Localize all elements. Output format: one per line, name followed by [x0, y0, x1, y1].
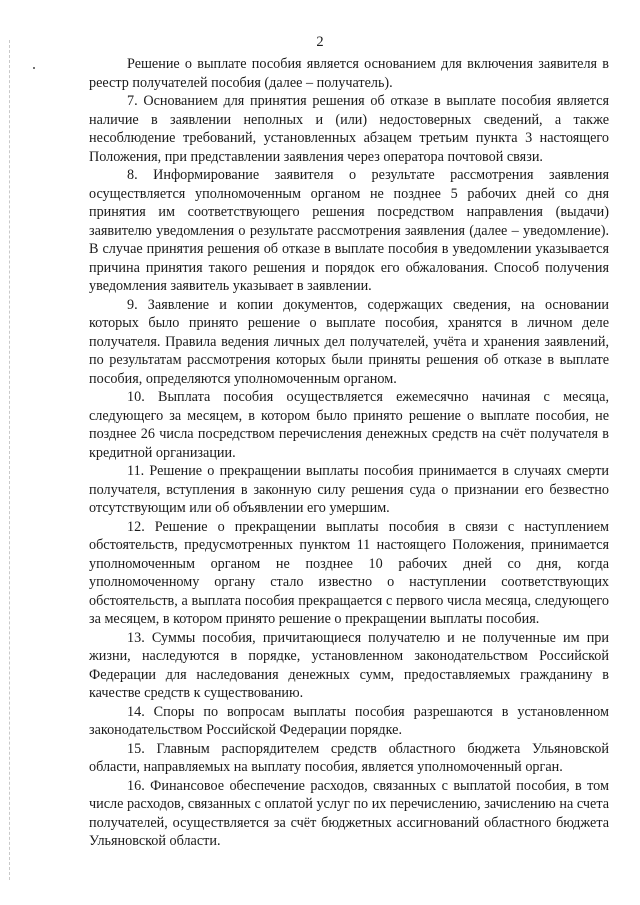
paragraph-registry-inclusion: Решение о выплате пособия является основанием для включения заявителя в реестр получателей пособия (далее – получатель).: [89, 56, 609, 91]
document-body: [89, 55, 609, 851]
paragraph-7-refusal-grounds: 7. Основанием для принятия решения об отказе в выплате пособия является наличие в заявлении неполных и (или) недостоверных сведений, а также несоблюдение требований, установленных абзацем третьим пункта 3 настоящего Положения, при представлении заявления через оператора почтовой связи.: [89, 93, 609, 165]
paragraph-16-financing: 16. Финансовое обеспечение расходов, связанных с выплатой пособия, в том числе расходов, связанных с оплатой услуг по их перечислению, зачислению на счета получателей, осуществляется за счёт бюджетных ассигнований областного бюджета Ульяновской области.: [89, 777, 609, 849]
paragraph-15-budget-manager: 15. Главным распорядителем средств областного бюджета Ульяновской области, направляемых на выплату пособия, является уполномоченный орган.: [89, 740, 609, 775]
paragraph-14-disputes: 14. Споры по вопросам выплаты пособия разрешаются в установленном законодательством Российской Федерации порядке.: [89, 703, 609, 738]
paragraph-10-payment: 10. Выплата пособия осуществляется ежемесячно начиная с месяца, следующего за месяцем, в котором было принято решение о выплате пособия, не позднее 26 числа посредством перечисления денежных средств на счёт получателя в кредитной организации.: [89, 389, 609, 461]
page-number: 2: [316, 34, 324, 50]
paragraph-12-termination-timing: 12. Решение о прекращении выплаты пособия в связи с наступлением обстоятельств, предусмотренных пунктом 11 настоящего Положения, принимается уполномоченным органом не позднее 10 рабочих дней со дня, когда уполномоченному органу стало известно о наступлении соответствующих обстоятельств, а выплата пособия прекращается с первого числа месяца, следующего за месяцем, в котором принято решение о прекращении выплаты пособия.: [89, 518, 609, 627]
paragraph-13-inheritance: 13. Суммы пособия, причитающиеся получателю и не полученные им при жизни, наследуются в порядке, установленном законодательством Российской Федерации для наследования денежных сумм, предоставляемых гражданину в качестве средств к существованию.: [89, 629, 609, 701]
paragraph-8-notification: 8. Информирование заявителя о результате рассмотрения заявления осуществляется уполномоченным органом не позднее 5 рабочих дней со дня принятия им соответствующего решения посредством направления (выдачи) заявителю уведомления о результате рассмотрения заявления (далее – уведомление). В случае принятия решения об отказе в выплате пособия в уведомлении указывается причина принятия такого решения и порядок его обжалования. Способ получения уведомления заявитель указывает в заявлении.: [89, 167, 609, 294]
paragraph-11-termination: 11. Решение о прекращении выплаты пособия принимается в случаях смерти получателя, вступления в законную силу решения суда о признании его безвестно отсутствующим или об объявлении его умершим.: [89, 463, 609, 516]
scan-speck: [33, 67, 35, 69]
paragraph-9-personal-file: 9. Заявление и копии документов, содержащих сведения, на основании которых было принято решение о выплате пособия, хранятся в личном деле получателя. Правила ведения личных дел получателей, учёта и хранения заявлений, по результатам рассмотрения которых были приняты решения об отказе в выплате пособия, определяются уполномоченным органом.: [89, 296, 609, 387]
scan-edge-line: [9, 40, 11, 880]
